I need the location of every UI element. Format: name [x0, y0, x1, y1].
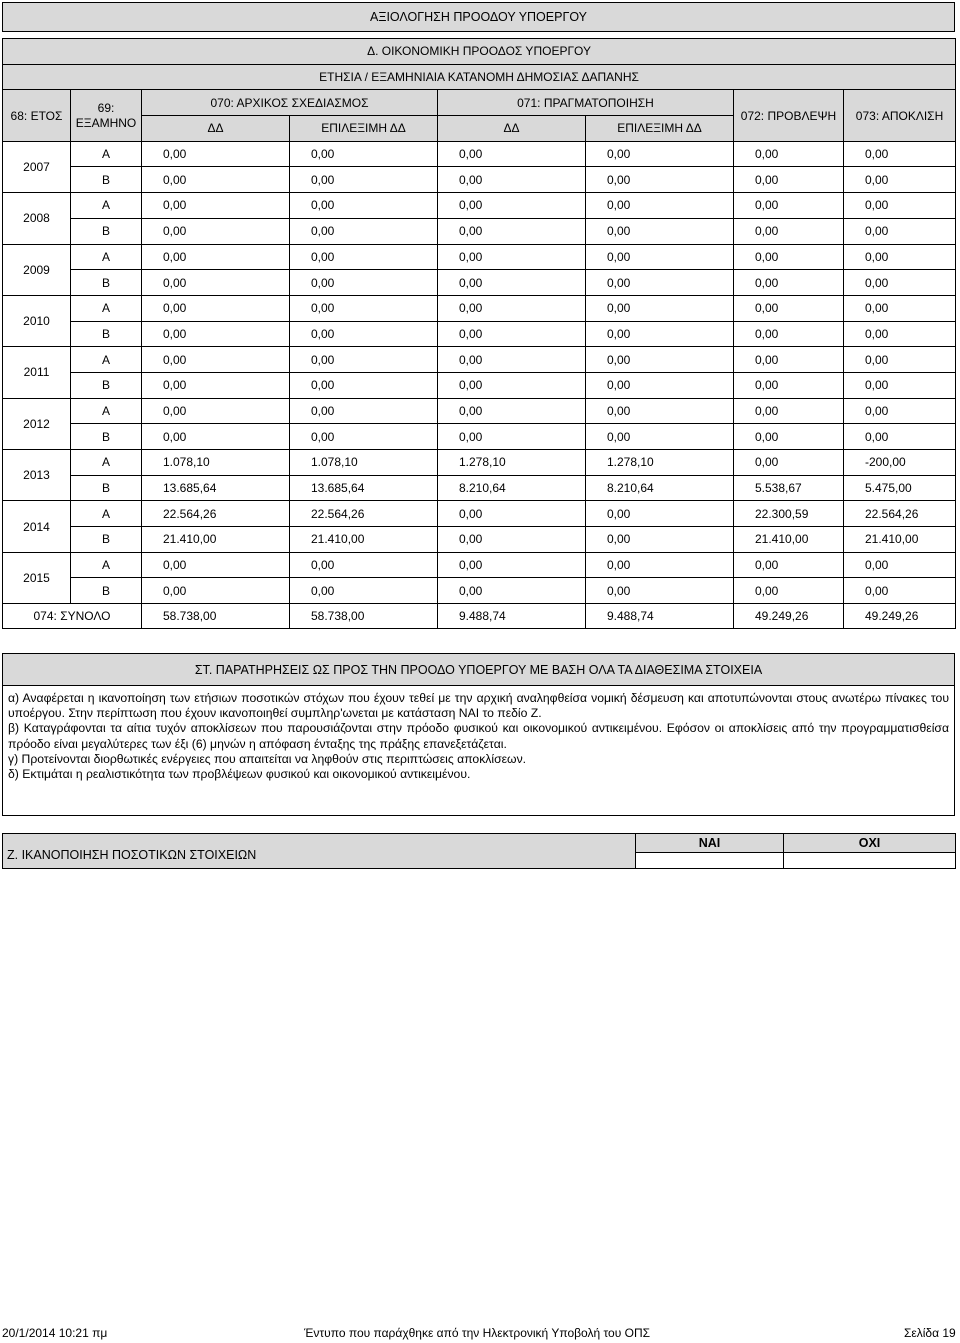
total-forecast-value: 49.249,26 — [734, 604, 844, 629]
semester-cell: Α — [71, 141, 142, 167]
planning-dd-value: 0,00 — [142, 244, 290, 270]
note-d: δ) Εκτιμάται η ρεαλιστικότητα των προβλέψεων φυσικού και οικονομικού αντικειμένου. — [8, 767, 471, 782]
planning-dd-value: 0,00 — [142, 347, 290, 373]
semester-cell: Β — [71, 475, 142, 501]
realization-eligible-dd-value: 0,00 — [586, 193, 734, 219]
planning-dd-value: 1.078,10 — [142, 450, 290, 476]
planning-dd-value: 0,00 — [142, 398, 290, 424]
planning-eligible-dd-value: 21.410,00 — [290, 527, 438, 553]
forecast-value: 0,00 — [734, 450, 844, 476]
deviation-value: 0,00 — [844, 244, 956, 270]
semester-cell: Α — [71, 501, 142, 527]
planning-eligible-dd-value: 1.078,10 — [290, 450, 438, 476]
column-header-row — [3, 90, 956, 116]
year-cell: 2009 — [3, 244, 71, 295]
realization-dd-value: 0,00 — [438, 321, 586, 347]
realization-header: 071: ΠΡΑΓΜΑΤΟΠΟΙΗΣΗ — [438, 90, 734, 116]
realization-dd-value: 0,00 — [438, 424, 586, 450]
realization-eligible-dd-value: 0,00 — [586, 552, 734, 578]
realization-eligible-dd-value: 0,00 — [586, 398, 734, 424]
semester-cell: Β — [71, 321, 142, 347]
realization-eligible-dd-value: 8.210,64 — [586, 475, 734, 501]
planning-eligible-dd-value: 22.564,26 — [290, 501, 438, 527]
planning-dd-value: 0,00 — [142, 424, 290, 450]
planning-dd-value: 0,00 — [142, 218, 290, 244]
planning-dd-value: 0,00 — [142, 578, 290, 604]
total-planning-dd-value: 58.738,00 — [142, 604, 290, 629]
planning-dd-value: 0,00 — [142, 167, 290, 193]
table-row — [3, 167, 956, 193]
table-row — [3, 372, 956, 398]
realization-eligible-dd-value: 0,00 — [586, 295, 734, 321]
realization-eligible-dd-value: 0,00 — [586, 501, 734, 527]
footer-page-number: Σελίδα 19 — [904, 1326, 956, 1340]
total-label: 074: ΣΥΝΟΛΟ — [3, 604, 142, 629]
table-row — [3, 578, 956, 604]
realization-eligible-dd-value: 0,00 — [586, 141, 734, 167]
realization-dd-header: ΔΔ — [438, 116, 586, 142]
semester-cell: Β — [71, 527, 142, 553]
section-d-title: Δ. ΟΙΚΟΝΟΜΙΚΗ ΠΡΟΟΔΟΣ ΥΠΟΕΡΓΟΥ — [3, 39, 956, 65]
realization-eligible-dd-value: 0,00 — [586, 578, 734, 604]
deviation-value: 0,00 — [844, 141, 956, 167]
forecast-value: 0,00 — [734, 347, 844, 373]
semester-header-line2: ΕΞΑΜΗΝΟ — [75, 115, 137, 130]
deviation-value: 0,00 — [844, 552, 956, 578]
planning-eligible-dd-value: 0,00 — [290, 270, 438, 296]
planning-eligible-dd-header: ΕΠΙΛΕΞΙΜΗ ΔΔ — [290, 116, 438, 142]
table-row — [3, 552, 956, 578]
forecast-value: 22.300,59 — [734, 501, 844, 527]
deviation-value: 0,00 — [844, 295, 956, 321]
planning-dd-value: 13.685,64 — [142, 475, 290, 501]
planning-eligible-dd-value: 0,00 — [290, 321, 438, 347]
realization-eligible-dd-value: 0,00 — [586, 372, 734, 398]
table-row — [3, 501, 956, 527]
total-realization-dd-value: 9.488,74 — [438, 604, 586, 629]
realization-eligible-dd-value: 0,00 — [586, 167, 734, 193]
planning-dd-value: 0,00 — [142, 270, 290, 296]
planning-dd-value: 0,00 — [142, 295, 290, 321]
planning-eligible-dd-value: 0,00 — [290, 424, 438, 450]
section-z-title: Ζ. ΙΚΑΝΟΠΟΙΗΣΗ ΠΟΣΟΤΙΚΩΝ ΣΤΟΙΧΕΙΩΝ — [3, 834, 636, 869]
realization-eligible-dd-value: 0,00 — [586, 527, 734, 553]
note-c: γ) Προτείνονται διορθωτικές ενέργειες που απαιτείται να ληφθούν στις περιπτώσεις αποκλίσεων. — [8, 751, 527, 766]
table-row — [3, 218, 956, 244]
planning-eligible-dd-value: 0,00 — [290, 193, 438, 219]
forecast-value: 0,00 — [734, 372, 844, 398]
section-st-title: ΣΤ. ΠΑΡΑΤΗΡΗΣΕΙΣ ΩΣ ΠΡΟΣ ΤΗΝ ΠΡΟΟΔΟ ΥΠΟΕΡΓΟΥ ΜΕ ΒΑΣΗ ΟΛΑ ΤΑ ΔΙΑΘΕΣΙΜΑ ΣΤΟΙΧΕΙΑ — [194, 662, 763, 677]
realization-dd-value: 0,00 — [438, 270, 586, 296]
table-row — [3, 424, 956, 450]
planning-dd-value: 0,00 — [142, 321, 290, 347]
table-row — [3, 450, 956, 476]
planning-dd-value: 22.564,26 — [142, 501, 290, 527]
table-row — [3, 347, 956, 373]
deviation-value: 0,00 — [844, 193, 956, 219]
planning-eligible-dd-value: 13.685,64 — [290, 475, 438, 501]
semester-cell: Α — [71, 244, 142, 270]
semester-header — [71, 90, 142, 141]
realization-dd-value: 0,00 — [438, 578, 586, 604]
semester-cell: Β — [71, 270, 142, 296]
deviation-value: 0,00 — [844, 398, 956, 424]
planning-eligible-dd-value: 0,00 — [290, 347, 438, 373]
total-row — [3, 604, 956, 629]
realization-eligible-dd-value: 0,00 — [586, 321, 734, 347]
section-st-title-band — [2, 653, 955, 686]
forecast-value: 0,00 — [734, 193, 844, 219]
financial-progress-table — [2, 38, 956, 629]
page-title-band — [2, 2, 955, 32]
realization-eligible-dd-value: 0,00 — [586, 218, 734, 244]
table-row — [3, 398, 956, 424]
realization-dd-value: 0,00 — [438, 295, 586, 321]
realization-dd-value: 0,00 — [438, 244, 586, 270]
planning-eligible-dd-value: 0,00 — [290, 141, 438, 167]
yes-value-cell[interactable] — [636, 853, 784, 869]
no-value-cell[interactable] — [784, 853, 956, 869]
realization-dd-value: 1.278,10 — [438, 450, 586, 476]
page-footer — [0, 1324, 960, 1343]
planning-dd-value: 21.410,00 — [142, 527, 290, 553]
forecast-value: 0,00 — [734, 270, 844, 296]
year-cell: 2013 — [3, 450, 71, 501]
planning-dd-value: 0,00 — [142, 193, 290, 219]
table-row — [3, 244, 956, 270]
deviation-value: 5.475,00 — [844, 475, 956, 501]
year-header: 68: ΕΤΟΣ — [3, 90, 71, 141]
realization-dd-value: 0,00 — [438, 398, 586, 424]
realization-dd-value: 0,00 — [438, 347, 586, 373]
semester-header-line1: 69: — [97, 100, 115, 115]
planning-dd-value: 0,00 — [142, 141, 290, 167]
deviation-value: 0,00 — [844, 270, 956, 296]
section-d-title-row — [3, 39, 956, 65]
footer-datetime: 20/1/2014 10:21 πμ — [2, 1326, 108, 1340]
table-row — [3, 321, 956, 347]
deviation-value: 0,00 — [844, 218, 956, 244]
total-realization-eligible-dd-value: 9.488,74 — [586, 604, 734, 629]
forecast-value: 0,00 — [734, 295, 844, 321]
semester-cell: Α — [71, 450, 142, 476]
forecast-value: 0,00 — [734, 578, 844, 604]
planning-dd-value: 0,00 — [142, 552, 290, 578]
semester-cell: Β — [71, 578, 142, 604]
forecast-value: 0,00 — [734, 398, 844, 424]
planning-eligible-dd-value: 0,00 — [290, 552, 438, 578]
forecast-value: 5.538,67 — [734, 475, 844, 501]
realization-eligible-dd-value: 0,00 — [586, 347, 734, 373]
semester-cell: Α — [71, 398, 142, 424]
semester-cell: Α — [71, 552, 142, 578]
year-cell: 2010 — [3, 295, 71, 346]
forecast-value: 0,00 — [734, 141, 844, 167]
semester-cell: Α — [71, 347, 142, 373]
realization-dd-value: 0,00 — [438, 218, 586, 244]
year-cell: 2007 — [3, 141, 71, 192]
page-title: ΑΞΙΟΛΟΓΗΣΗ ΠΡΟΟΔΟΥ ΥΠΟΕΡΓΟΥ — [370, 10, 587, 24]
realization-dd-value: 0,00 — [438, 552, 586, 578]
deviation-value: 0,00 — [844, 372, 956, 398]
realization-dd-value: 0,00 — [438, 167, 586, 193]
semester-cell: Β — [71, 218, 142, 244]
planning-header: 070: ΑΡΧΙΚΟΣ ΣΧΕΔΙΑΣΜΟΣ — [142, 90, 438, 116]
forecast-header: 072: ΠΡΟΒΛΕΨΗ — [734, 90, 844, 141]
planning-eligible-dd-value: 0,00 — [290, 578, 438, 604]
semester-cell: Β — [71, 167, 142, 193]
year-cell: 2011 — [3, 347, 71, 398]
realization-dd-value: 0,00 — [438, 501, 586, 527]
realization-dd-value: 0,00 — [438, 527, 586, 553]
planning-eligible-dd-value: 0,00 — [290, 295, 438, 321]
realization-dd-value: 0,00 — [438, 372, 586, 398]
year-cell: 2014 — [3, 501, 71, 552]
realization-eligible-dd-value: 0,00 — [586, 244, 734, 270]
deviation-value: 22.564,26 — [844, 501, 956, 527]
realization-eligible-dd-value: 1.278,10 — [586, 450, 734, 476]
realization-eligible-dd-value: 0,00 — [586, 424, 734, 450]
year-cell: 2012 — [3, 398, 71, 449]
planning-eligible-dd-value: 0,00 — [290, 398, 438, 424]
semester-cell: Α — [71, 193, 142, 219]
table-row — [3, 270, 956, 296]
deviation-value: -200,00 — [844, 450, 956, 476]
total-planning-eligible-dd-value: 58.738,00 — [290, 604, 438, 629]
deviation-value: 0,00 — [844, 321, 956, 347]
note-b: β) Καταγράφονται τα αίτια τυχόν αποκλίσεων που παρουσιάζονται στην πρόοδο φυσικού και οικονομικού αντικειμένου. Εφόσον οι αποκλίσεις από την προγραμματισθείσα πρόοδο είναι μεγαλύτερες των έξι (6) μηνών η απόφαση ένταξης της πράξης επανεξετάζεται. — [8, 721, 949, 751]
section-d-subtitle: ΕΤΗΣΙΑ / ΕΞΑΜΗΝΙΑΙΑ ΚΑΤΑΝΟΜΗ ΔΗΜΟΣΙΑΣ ΔΑΠΑΝΗΣ — [3, 64, 956, 90]
planning-eligible-dd-value: 0,00 — [290, 167, 438, 193]
realization-eligible-dd-value: 0,00 — [586, 270, 734, 296]
table-row — [3, 527, 956, 553]
section-z-table — [2, 833, 956, 869]
realization-eligible-dd-header: ΕΠΙΛΕΞΙΜΗ ΔΔ — [586, 116, 734, 142]
forecast-value: 0,00 — [734, 552, 844, 578]
footer-source: Έντυπο που παράχθηκε από την Ηλεκτρονική Υποβολή του ΟΠΣ — [304, 1326, 651, 1340]
note-a: α) Αναφέρεται η ικανοποίηση των ετήσιων ποσοτικών στόχων που έχουν τεθεί με την αρχική αναληφθείσα νομική δέσμευση και αποτυπώνονται στους ανωτέρω πίνακες του υποέργου. Στην περίπτωση που έχουν ικανοποιηθεί συμπληρ'ωνεται με κατάσταση ΝΑΙ το πεδίο Ζ. — [8, 691, 949, 721]
planning-dd-value: 0,00 — [142, 372, 290, 398]
forecast-value: 0,00 — [734, 244, 844, 270]
total-deviation-value: 49.249,26 — [844, 604, 956, 629]
semester-cell: Β — [71, 372, 142, 398]
table-row — [3, 475, 956, 501]
year-cell: 2015 — [3, 552, 71, 603]
realization-dd-value: 0,00 — [438, 193, 586, 219]
section-st-notes — [2, 685, 955, 816]
forecast-value: 0,00 — [734, 218, 844, 244]
no-header: ΟΧΙ — [784, 834, 956, 853]
deviation-value: 0,00 — [844, 578, 956, 604]
year-cell: 2008 — [3, 193, 71, 244]
deviation-value: 21.410,00 — [844, 527, 956, 553]
realization-dd-value: 0,00 — [438, 141, 586, 167]
table-row — [3, 193, 956, 219]
table-row — [3, 141, 956, 167]
deviation-header: 073: ΑΠΟΚΛΙΣΗ — [844, 90, 956, 141]
deviation-value: 0,00 — [844, 347, 956, 373]
planning-eligible-dd-value: 0,00 — [290, 372, 438, 398]
yes-header: ΝΑΙ — [636, 834, 784, 853]
forecast-value: 21.410,00 — [734, 527, 844, 553]
forecast-value: 0,00 — [734, 321, 844, 347]
table-row — [3, 295, 956, 321]
planning-eligible-dd-value: 0,00 — [290, 218, 438, 244]
forecast-value: 0,00 — [734, 167, 844, 193]
forecast-value: 0,00 — [734, 424, 844, 450]
deviation-value: 0,00 — [844, 167, 956, 193]
semester-cell: Α — [71, 295, 142, 321]
deviation-value: 0,00 — [844, 424, 956, 450]
section-d-subtitle-row — [3, 64, 956, 90]
semester-cell: Β — [71, 424, 142, 450]
planning-eligible-dd-value: 0,00 — [290, 244, 438, 270]
planning-dd-header: ΔΔ — [142, 116, 290, 142]
realization-dd-value: 8.210,64 — [438, 475, 586, 501]
